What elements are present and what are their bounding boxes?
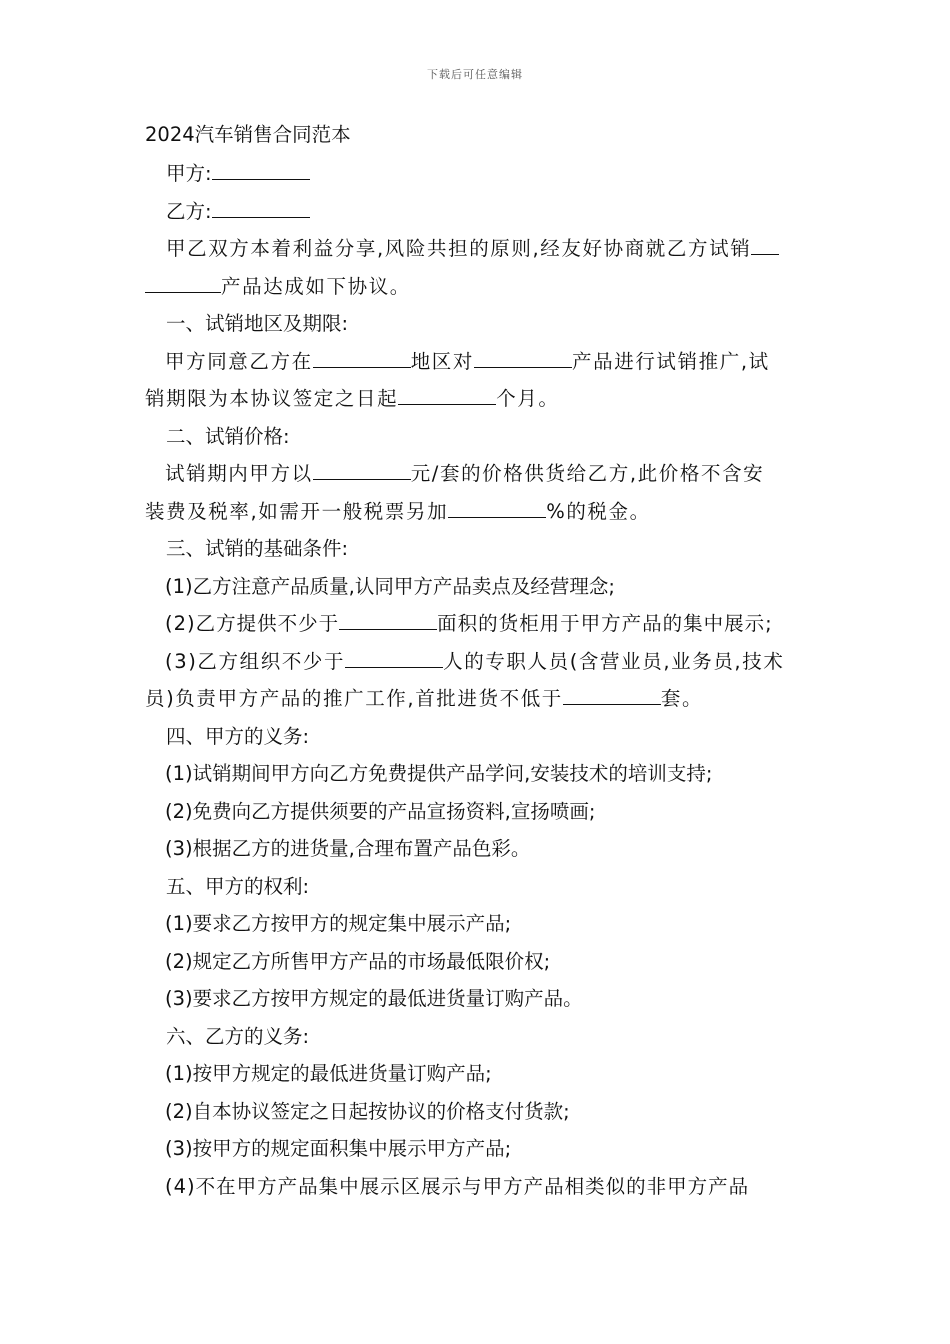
section-2-heading: 二、试销价格: — [166, 424, 290, 448]
party-b-label: 乙方: — [166, 199, 212, 223]
intro-text-1: 甲乙双方本着利益分享,风险共担的原则,经友好协商就乙方试销 — [166, 237, 752, 260]
s1-blank-product — [474, 347, 572, 368]
section-6-item-1: (1)按甲方规定的最低进货量订购产品; — [165, 1062, 492, 1085]
party-b-blank — [212, 197, 310, 218]
section-2-line-2 — [145, 493, 810, 531]
intro-line-2 — [145, 268, 810, 306]
s3-item2-text-b: 面积的货柜用于甲方产品的集中展示; — [437, 612, 773, 635]
s2-blank-tax — [448, 497, 546, 518]
s1-text-b: 地区对 — [410, 349, 475, 373]
section-1-line-2 — [145, 380, 810, 418]
section-4-heading: 四、甲方的义务: — [166, 724, 310, 748]
document-title: 2024汽车销售合同范本 — [145, 123, 351, 146]
intro-blank-2 — [145, 272, 221, 293]
s3-item3-text-a: (3)乙方组织不少于 — [165, 649, 346, 673]
intro-text-2: 产品达成如下协议。 — [221, 274, 411, 298]
s2-text-a: 试销期内甲方以 — [165, 462, 313, 485]
s3-item3-text-c: 员)负责甲方产品的推广工作,首批进货不低于 — [145, 687, 563, 710]
section-5-item-2: (2)规定乙方所售甲方产品的市场最低限价权; — [165, 949, 551, 973]
header-note: 下载后可任意编辑 — [427, 68, 523, 81]
section-4-item-3: (3)根据乙方的进货量,合理布置产品色彩。 — [165, 837, 531, 860]
section-2-line-1 — [145, 455, 810, 493]
section-6-item-2: (2)自本协议签定之日起按协议的价格支付货款; — [165, 1099, 570, 1123]
s3-item3-text-b: 人的专职人员(含营业员,业务员,技术 — [443, 649, 785, 673]
s3-blank-area — [339, 609, 437, 630]
section-3-heading: 三、试销的基础条件: — [166, 537, 349, 560]
section-1-heading: 一、试销地区及期限: — [166, 312, 349, 335]
section-5-item-1: (1)要求乙方按甲方的规定集中展示产品; — [165, 912, 512, 935]
section-3-item-3-cont — [145, 680, 810, 718]
section-1-line-1 — [145, 343, 810, 381]
section-5-item-3: (3)要求乙方按甲方规定的最低进货量订购产品。 — [165, 987, 583, 1010]
section-6-item-3: (3)按甲方的规定面积集中展示甲方产品; — [165, 1137, 512, 1160]
party-b-line — [145, 193, 810, 231]
s2-blank-price — [313, 459, 411, 480]
contract-body — [145, 155, 810, 1205]
s1-text-a: 甲方同意乙方在 — [165, 349, 313, 373]
s1-blank-months — [398, 384, 496, 405]
s3-blank-staff — [345, 647, 443, 668]
s1-text-c: 产品进行试销推广,试 — [572, 349, 770, 373]
party-a-line — [145, 155, 810, 193]
section-3-item-2 — [145, 605, 810, 643]
section-6-heading: 六、乙方的义务: — [166, 1024, 310, 1048]
section-3-item-3 — [145, 643, 810, 681]
s1-blank-region — [313, 347, 411, 368]
s2-text-d: %的税金。 — [546, 499, 651, 523]
s3-item2-text-a: (2)乙方提供不少于 — [165, 612, 340, 635]
section-4-item-2: (2)免费向乙方提供须要的产品宣扬资料,宣扬喷画; — [165, 799, 596, 823]
s3-item3-text-d: 套。 — [660, 687, 704, 710]
party-a-label: 甲方: — [166, 162, 212, 185]
s2-text-b: 元/套的价格供货给乙方,此价格不含安 — [410, 462, 765, 485]
section-6-item-4: (4)不在甲方产品集中展示区展示与甲方产品相类似的非甲方产品 — [165, 1174, 750, 1198]
section-5-heading: 五、甲方的权利: — [166, 874, 310, 898]
section-4-item-1: (1)试销期间甲方向乙方免费提供产品学问,安装技术的培训支持; — [165, 762, 713, 785]
s3-blank-sets — [563, 684, 661, 705]
intro-blank-1 — [751, 234, 779, 255]
party-a-blank — [212, 159, 310, 180]
s1-text-d: 销期限为本协议签定之日起 — [145, 387, 399, 410]
s1-text-e: 个月。 — [496, 387, 560, 410]
section-3-item-1: (1)乙方注意产品质量,认同甲方产品卖点及经营理念; — [165, 574, 615, 598]
s2-text-c: 装费及税率,如需开一般税票另加 — [145, 499, 449, 523]
intro-line-1 — [145, 230, 810, 268]
